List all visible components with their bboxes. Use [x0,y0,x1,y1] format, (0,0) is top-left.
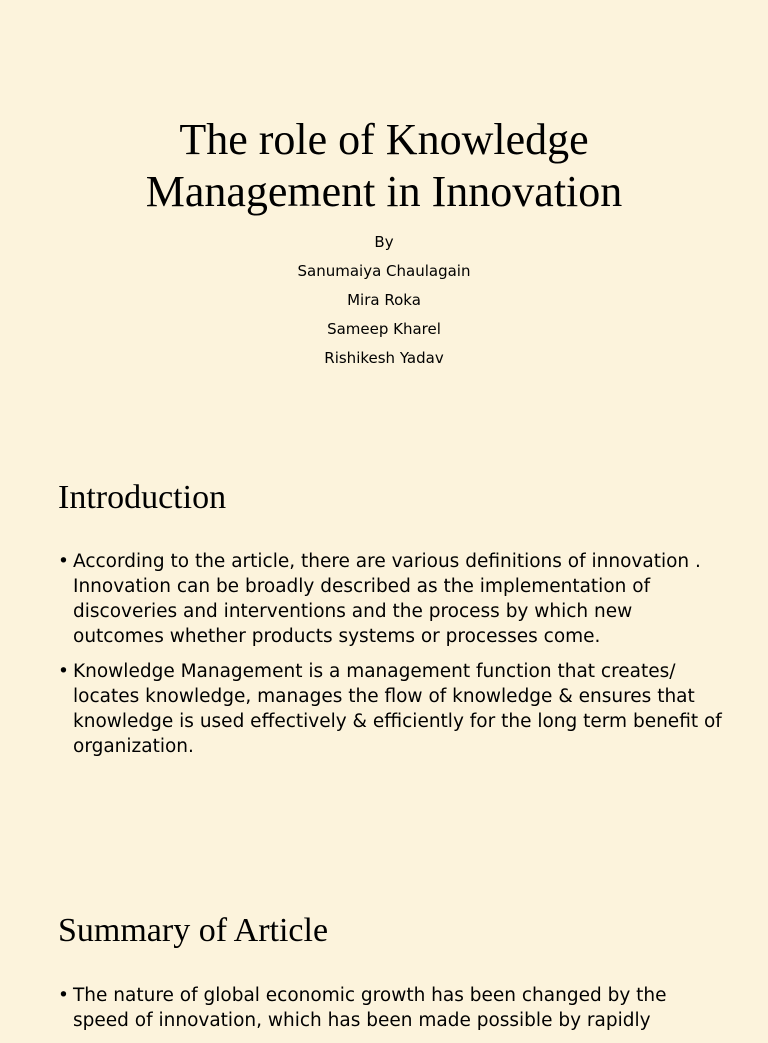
summary-bullets [58,983,728,1043]
bullet-text: The nature of global economic growth has been changed by the speed of innovation, which has been made possible by rapidly [73,985,667,1031]
bullet-item [58,983,728,1033]
introduction-heading: Introduction [58,479,227,516]
bullet-text: Knowledge Management is a management function that creates/ locates knowledge, manages the flow of knowledge & ensures that knowledge is used effectively & efficiently for the long term benefit of organization. [73,661,722,757]
bullet-item [58,549,728,649]
title-line-2: Management in Innovation [145,167,623,216]
bullet-text: According to the article, there are various definitions of innovation . Innovation can be broadly described as the implementation of discoveries and interventions and the process by which new outcomes whether products systems or processes come. [73,551,701,647]
author-name: Rishikesh Yadav [324,349,444,367]
title-line-1: The role of Knowledge [179,115,589,164]
bullet-dot: • [58,551,69,572]
author-name: Sameep Kharel [327,320,441,338]
author-list [0,228,768,373]
bullet-dot: • [58,661,69,682]
introduction-bullets [58,549,728,769]
by-label: By [374,233,394,251]
presentation-title [0,114,768,218]
bullet-item [58,659,728,759]
bullet-dot: • [58,985,69,1006]
summary-heading: Summary of Article [58,912,329,949]
author-name: Sanumaiya Chaulagain [297,262,471,280]
author-name: Mira Roka [347,291,421,309]
